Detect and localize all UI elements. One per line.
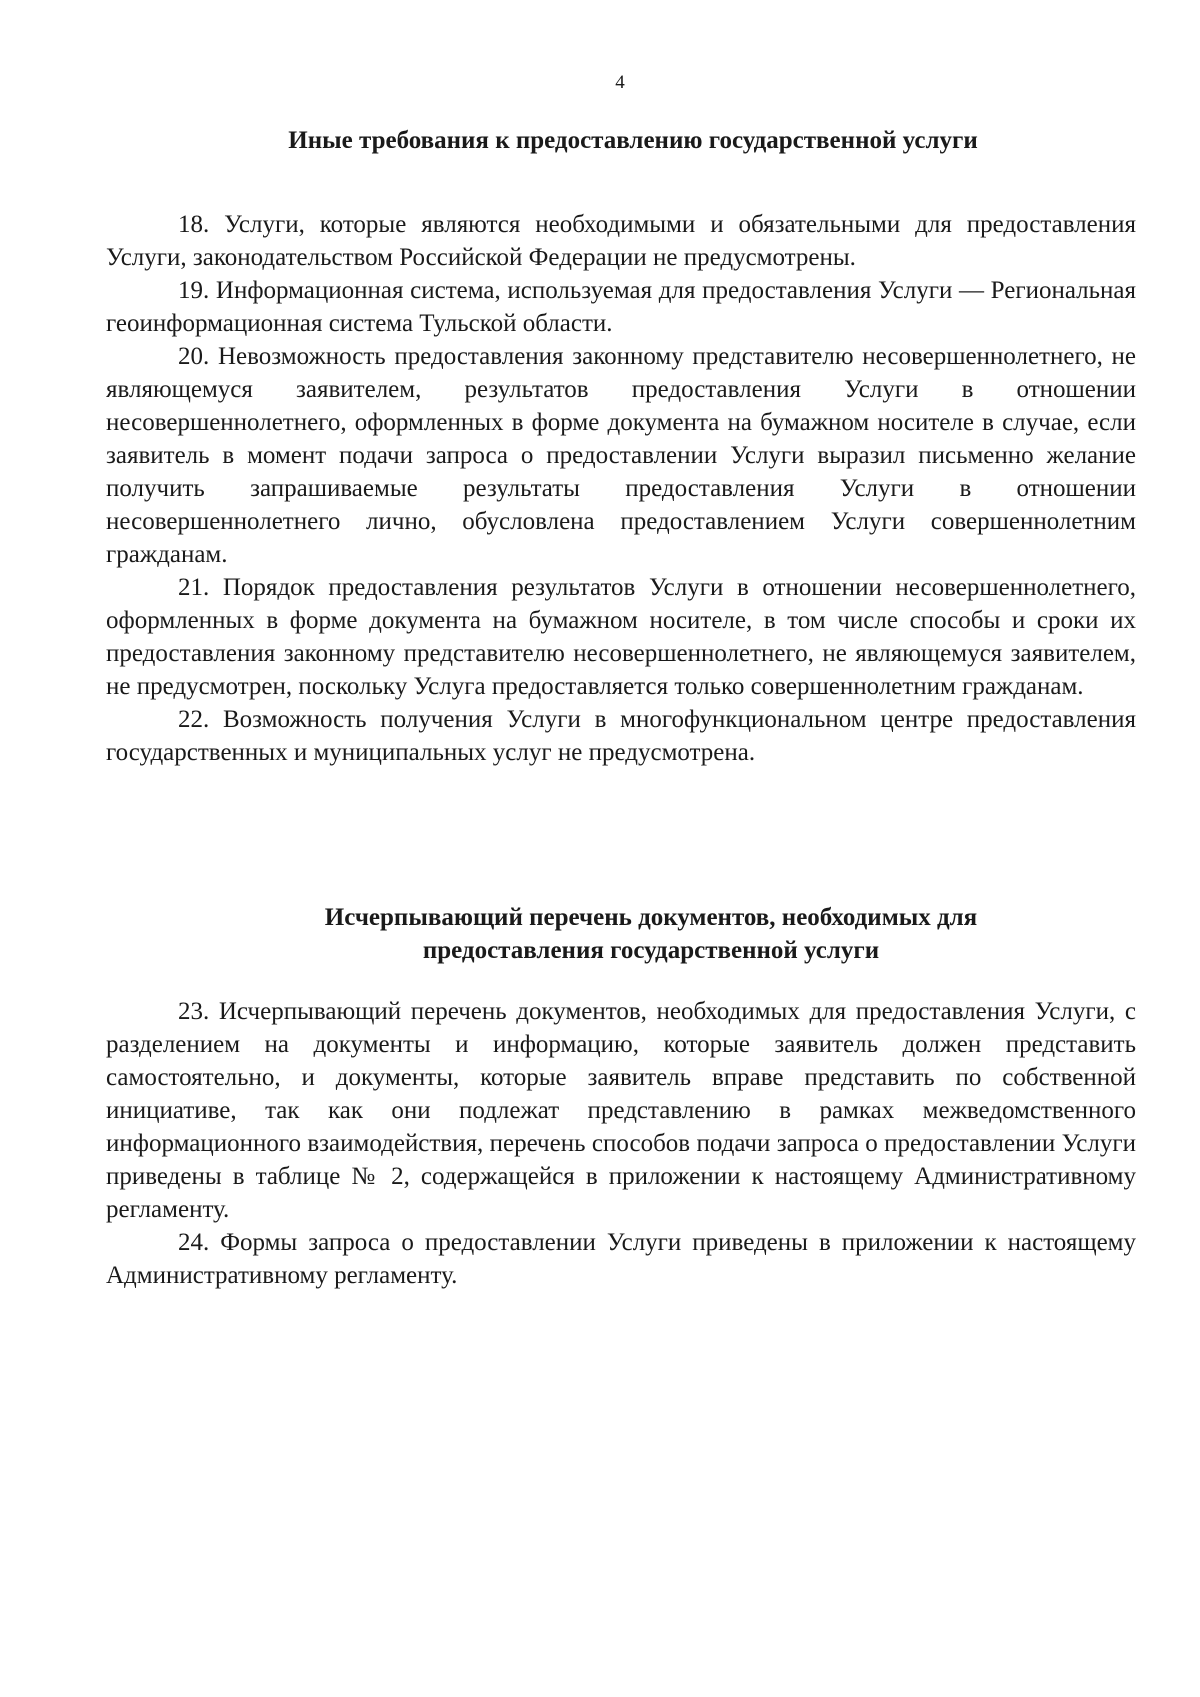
section-document-list <box>106 995 1136 1292</box>
paragraph-23: 23. Исчерпывающий перечень документов, необходимых для предоставления Услуги, с разделением на документы и информацию, которые заявитель должен представить самостоятельно, и документы, которые заявитель вправе представить по собственной инициативе, так как они подлежат представлению в рамках межведомственного информационного взаимодействия, перечень способов подачи запроса о предоставлении Услуги приведены в таблице № 2, содержащейся в приложении к настоящему Административному регламенту. <box>106 998 1136 1223</box>
paragraph-24: 24. Формы запроса о предоставлении Услуги приведены в приложении к настоящему Административному регламенту. <box>106 1229 1136 1289</box>
section-heading-other-requirements: Иные требования к предоставлению государственной услуги <box>288 127 978 154</box>
paragraph-22: 22. Возможность получения Услуги в многофункциональном центре предоставления государственных и муниципальных услуг не предусмотрена. <box>106 706 1136 766</box>
section-other-requirements <box>106 208 1136 769</box>
paragraph-20: 20. Невозможность предоставления законному представителю несовершеннолетнего, не являющемуся заявителем, результатов предоставления Услуги в отношении несовершеннолетнего, оформленных в форме документа на бумажном носителе в случае, если заявитель в момент подачи запроса о предоставлении Услуги выразил письменно желание получить запрашиваемые результаты предоставления Услуги в отношении несовершеннолетнего лично, обусловлена предоставлением Услуги совершеннолетним гражданам. <box>106 343 1136 568</box>
section-heading-document-list <box>106 901 1196 967</box>
section-heading-line-1: Исчерпывающий перечень документов, необходимых для <box>324 904 978 931</box>
paragraph-19: 19. Информационная система, используемая для предоставления Услуги — Региональная геоинформационная система Тульской области. <box>106 277 1136 337</box>
paragraph-21: 21. Порядок предоставления результатов Услуги в отношении несовершеннолетнего, оформленных в форме документа на бумажном носителе, в том числе способы и сроки их предоставления законному представителю несовершеннолетнего, не являющемуся заявителем, не предусмотрен, поскольку Услуга предоставляется только совершеннолетним гражданам. <box>106 574 1136 700</box>
page-number: 4 <box>615 72 625 93</box>
section-heading-line-2: предоставления государственной услуги <box>422 937 880 964</box>
paragraph-18: 18. Услуги, которые являются необходимыми и обязательными для предоставления Услуги, законодательством Российской Федерации не предусмотрены. <box>106 211 1136 271</box>
